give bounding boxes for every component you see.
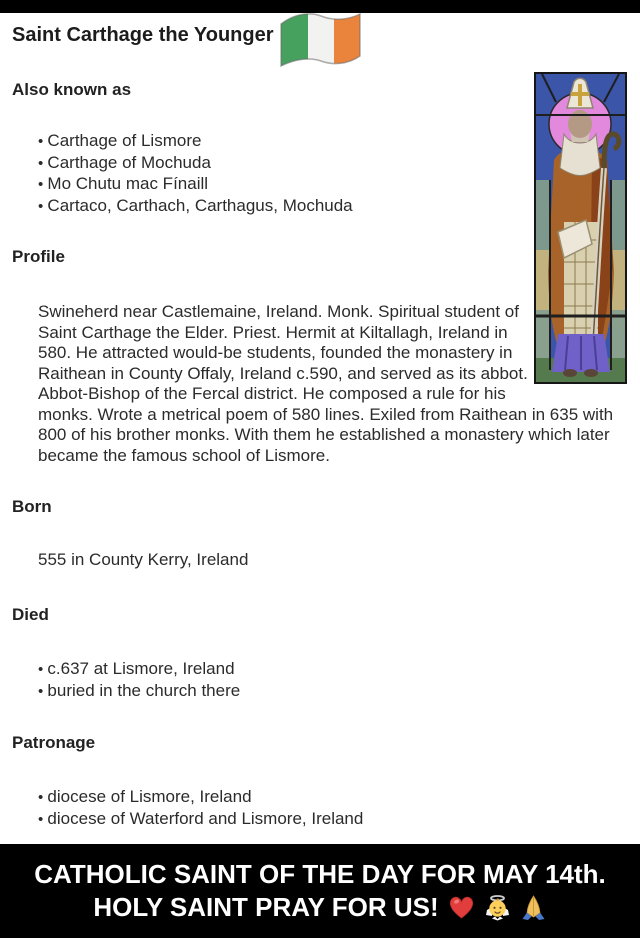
caption-banner: [0, 844, 640, 938]
profile-text: Swineherd near Castlemaine, Ireland. Monk. Spiritual student of Saint Carthage the Elder. Priest. Hermit at Kiltallagh, Ireland in 580. He attracted would-be students, founded the monastery in Raithean in County Offaly, Ireland c.590, and served as its abbot. Abbot-Bishop of the Fercal district. He composed a rule for his monks. Wrote a metrical poem of 580 lines. Exiled from Raithean in 635 with 800 of his brother monks. With them he established a monastery which later became the famous school of Lismore.: [38, 302, 614, 465]
died-list: [38, 659, 240, 702]
list-item: • Mo Chutu mac Fínaill: [38, 174, 353, 196]
list-item: • Carthage of Mochuda: [38, 153, 353, 175]
aka-list: [38, 131, 353, 217]
flag-ireland-icon: [275, 9, 366, 71]
list-item: • buried in the church there: [38, 681, 240, 703]
folded-hands-icon: [520, 894, 547, 921]
section-heading-profile: Profile: [12, 247, 65, 266]
list-item: • diocese of Waterford and Lismore, Ireland: [38, 809, 363, 831]
red-heart-icon: [448, 894, 475, 921]
section-heading-died: Died: [12, 605, 49, 624]
list-item: • c.637 at Lismore, Ireland: [38, 659, 240, 681]
section-heading-also-known-as: Also known as: [12, 80, 132, 99]
banner-line-2: [93, 891, 546, 924]
baby-angel-icon: [484, 894, 511, 921]
born-value: 555 in County Kerry, Ireland: [38, 550, 249, 569]
list-item: • Cartaco, Carthach, Carthagus, Mochuda: [38, 196, 353, 218]
banner-line-2-text: HOLY SAINT PRAY FOR US!: [93, 892, 439, 922]
section-heading-patronage: Patronage: [12, 733, 96, 752]
section-heading-born: Born: [12, 497, 52, 516]
banner-line-1: CATHOLIC SAINT OF THE DAY FOR MAY 14th.: [34, 859, 606, 889]
patronage-list: [38, 787, 363, 830]
profile-paragraph: [38, 302, 628, 466]
list-item: • diocese of Lismore, Ireland: [38, 787, 363, 809]
page-title: Saint Carthage the Younger: [12, 24, 274, 46]
list-item: • Carthage of Lismore: [38, 131, 353, 153]
image-wrap-spacer: [532, 302, 628, 404]
